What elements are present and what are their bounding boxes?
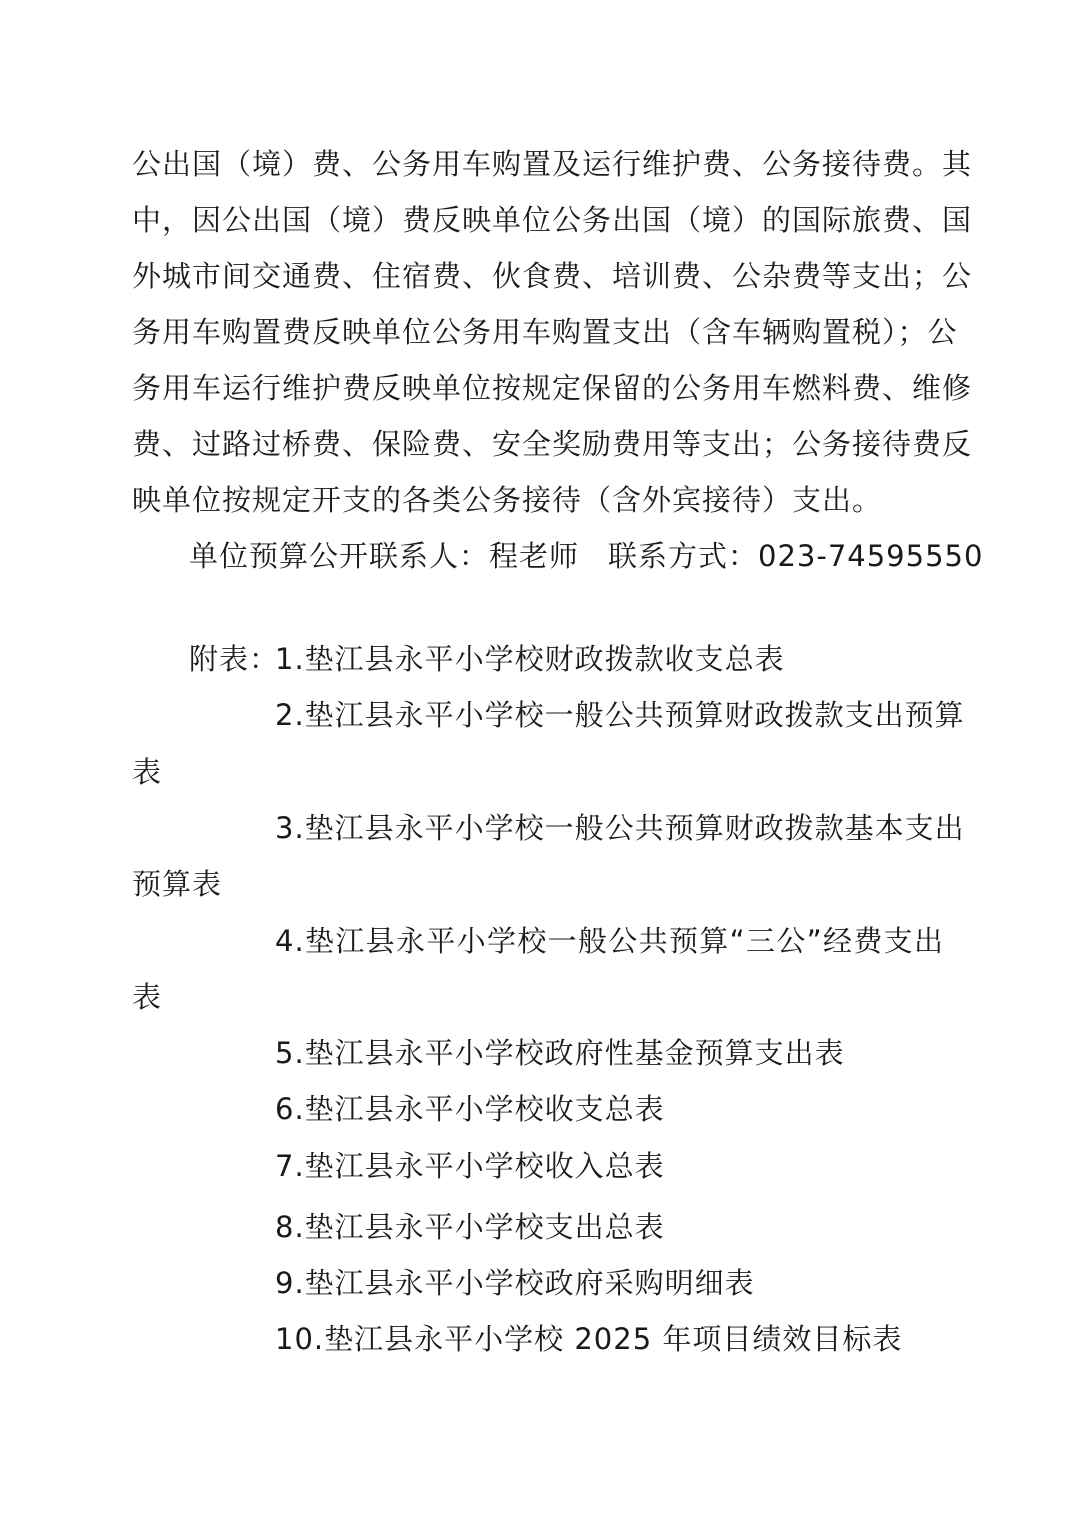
attachment-item-5: 5.垫江县永平小学校政府性基金预算支出表 bbox=[275, 1036, 845, 1070]
attachment-item-2-cont: 表 bbox=[132, 755, 163, 789]
contact-phone: 联系方式：023-74595550 bbox=[608, 539, 984, 573]
attachment-item-4-cont: 表 bbox=[132, 980, 163, 1014]
attachment-item-3-cont: 预算表 bbox=[132, 867, 223, 901]
attachment-item-9: 9.垫江县永平小学校政府采购明细表 bbox=[275, 1266, 755, 1300]
attachment-item-4: 4.垫江县永平小学校一般公共预算“三公”经费支出 bbox=[275, 924, 944, 958]
paragraph-line-6: 费、过路过桥费、保险费、安全奖励费用等支出；公务接待费反 bbox=[132, 427, 973, 461]
paragraph-line-3: 外城市间交通费、住宿费、伙食费、培训费、公杂费等支出；公 bbox=[132, 259, 973, 293]
attachment-item-2: 2.垫江县永平小学校一般公共预算财政拨款支出预算 bbox=[275, 698, 965, 732]
attachment-item-6: 6.垫江县永平小学校收支总表 bbox=[275, 1092, 665, 1126]
paragraph-line-4: 务用车购置费反映单位公务用车购置支出（含车辆购置税）；公 bbox=[132, 315, 958, 349]
paragraph-line-7: 映单位按规定开支的各类公务接待（含外宾接待）支出。 bbox=[132, 483, 883, 517]
contact-person: 单位预算公开联系人：程老师 bbox=[189, 539, 580, 573]
attachments-label: 附表： bbox=[189, 642, 280, 676]
attachment-item-1: 1.垫江县永平小学校财政拨款收支总表 bbox=[275, 642, 785, 676]
attachment-item-10: 10.垫江县永平小学校 2025 年项目绩效目标表 bbox=[275, 1322, 903, 1356]
attachment-item-7: 7.垫江县永平小学校收入总表 bbox=[275, 1149, 665, 1183]
attachment-item-3: 3.垫江县永平小学校一般公共预算财政拨款基本支出 bbox=[275, 811, 965, 845]
attachment-item-8: 8.垫江县永平小学校支出总表 bbox=[275, 1210, 665, 1244]
paragraph-line-1: 公出国（境）费、公务用车购置及运行维护费、公务接待费。其 bbox=[132, 147, 973, 181]
paragraph-line-5: 务用车运行维护费反映单位按规定保留的公务用车燃料费、维修 bbox=[132, 371, 973, 405]
paragraph-line-2: 中，因公出国（境）费反映单位公务出国（境）的国际旅费、国 bbox=[132, 203, 973, 237]
